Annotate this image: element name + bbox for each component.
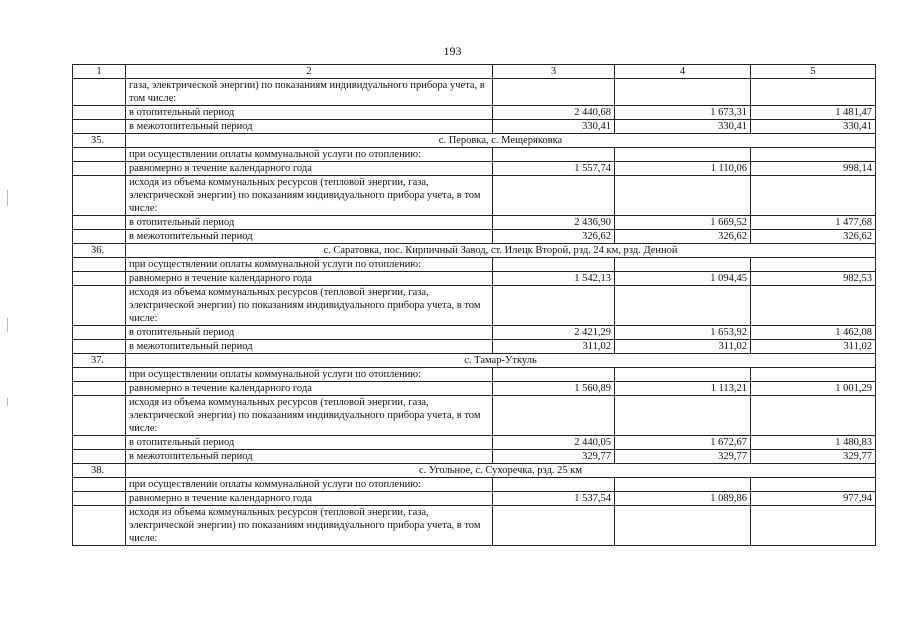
- table-row: [73, 106, 876, 120]
- table-row: [73, 176, 876, 216]
- table-row: [73, 382, 876, 396]
- table-row: [73, 216, 876, 230]
- row-number: [73, 106, 126, 120]
- value-col-5: [751, 396, 876, 436]
- locality-name: с. Тамар-Уткуль: [126, 354, 876, 368]
- row-number: [73, 382, 126, 396]
- value-col-3: [493, 368, 615, 382]
- table-row: [73, 79, 876, 106]
- value-col-4: [615, 176, 751, 216]
- value-col-4: 329,77: [615, 450, 751, 464]
- value-col-3: 1 560,89: [493, 382, 615, 396]
- value-col-4: [615, 396, 751, 436]
- header-col-3: 3: [493, 65, 615, 79]
- value-col-3: 2 436,90: [493, 216, 615, 230]
- value-col-5: [751, 506, 876, 546]
- value-col-4: 1 653,92: [615, 326, 751, 340]
- value-col-5: [751, 368, 876, 382]
- row-description: исходя из объема коммунальных ресурсов (тепловой энергии, газа, электрической энергии) по показаниям индивидуального прибора учета, в том числе:: [126, 286, 493, 326]
- locality-name: с. Саратовка, пос. Кирпичный Завод, ст. Илецк Второй, рзд. 24 км, рзд. Денной: [126, 244, 876, 258]
- row-description: равномерно в течение календарного года: [126, 272, 493, 286]
- margin-mark: [7, 398, 8, 406]
- row-description: в межотопительный период: [126, 450, 493, 464]
- value-col-5: 1 001,29: [751, 382, 876, 396]
- value-col-3: 2 440,68: [493, 106, 615, 120]
- header-row: [73, 65, 876, 79]
- table-row: [73, 492, 876, 506]
- value-col-4: 1 672,67: [615, 436, 751, 450]
- value-col-4: 1 113,21: [615, 382, 751, 396]
- value-col-5: 1 481,47: [751, 106, 876, 120]
- row-description: в межотопительный период: [126, 120, 493, 134]
- table-row: [73, 272, 876, 286]
- row-description: при осуществлении оплаты коммунальной услуги по отоплению:: [126, 368, 493, 382]
- locality-row: [73, 244, 876, 258]
- table-row: [73, 286, 876, 326]
- row-number: [73, 450, 126, 464]
- row-description: при осуществлении оплаты коммунальной услуги по отоплению:: [126, 258, 493, 272]
- locality-name: с. Угольное, с. Сухоречка, рзд. 25 км: [126, 464, 876, 478]
- row-number: [73, 230, 126, 244]
- value-col-4: [615, 148, 751, 162]
- value-col-3: 326,62: [493, 230, 615, 244]
- header-col-2: 2: [126, 65, 493, 79]
- value-col-4: [615, 286, 751, 326]
- value-col-3: [493, 258, 615, 272]
- row-number: [73, 120, 126, 134]
- row-number: 38.: [73, 464, 126, 478]
- value-col-4: [615, 258, 751, 272]
- row-description: в отопительный период: [126, 326, 493, 340]
- row-number: 37.: [73, 354, 126, 368]
- table-row: [73, 506, 876, 546]
- row-number: 35.: [73, 134, 126, 148]
- row-number: [73, 340, 126, 354]
- row-number: 36.: [73, 244, 126, 258]
- row-number: [73, 286, 126, 326]
- value-col-4: 1 089,86: [615, 492, 751, 506]
- value-col-5: [751, 79, 876, 106]
- value-col-5: [751, 176, 876, 216]
- header-col-4: 4: [615, 65, 751, 79]
- row-description: равномерно в течение календарного года: [126, 382, 493, 396]
- row-number: [73, 326, 126, 340]
- value-col-5: 1 462,08: [751, 326, 876, 340]
- value-col-4: 1 673,31: [615, 106, 751, 120]
- table-row: [73, 436, 876, 450]
- value-col-3: [493, 478, 615, 492]
- row-number: [73, 478, 126, 492]
- row-number: [73, 162, 126, 176]
- row-number: [73, 176, 126, 216]
- tariff-table-body: [73, 65, 876, 546]
- value-col-5: 977,94: [751, 492, 876, 506]
- value-col-5: [751, 148, 876, 162]
- row-description: исходя из объема коммунальных ресурсов (тепловой энергии, газа, электрической энергии) по показаниям индивидуального прибора учета, в том числе:: [126, 176, 493, 216]
- value-col-3: 1 537,54: [493, 492, 615, 506]
- row-description: в отопительный период: [126, 216, 493, 230]
- row-number: [73, 436, 126, 450]
- value-col-5: [751, 286, 876, 326]
- row-description: исходя из объема коммунальных ресурсов (тепловой энергии, газа, электрической энергии) по показаниям индивидуального прибора учета, в том числе:: [126, 506, 493, 546]
- row-number: [73, 492, 126, 506]
- table-row: [73, 396, 876, 436]
- table-row: [73, 340, 876, 354]
- value-col-4: [615, 79, 751, 106]
- value-col-3: 1 557,74: [493, 162, 615, 176]
- table-row: [73, 326, 876, 340]
- value-col-4: 1 094,45: [615, 272, 751, 286]
- value-col-4: [615, 506, 751, 546]
- locality-name: с. Перовка, с. Мещеряковка: [126, 134, 876, 148]
- row-number: [73, 506, 126, 546]
- value-col-3: [493, 396, 615, 436]
- value-col-5: 982,53: [751, 272, 876, 286]
- row-description: в межотопительный период: [126, 340, 493, 354]
- value-col-3: 2 440,05: [493, 436, 615, 450]
- value-col-5: 326,62: [751, 230, 876, 244]
- value-col-3: 330,41: [493, 120, 615, 134]
- table-row: [73, 258, 876, 272]
- value-col-3: 329,77: [493, 450, 615, 464]
- value-col-4: 326,62: [615, 230, 751, 244]
- value-col-4: 1 110,06: [615, 162, 751, 176]
- row-number: [73, 368, 126, 382]
- row-description: при осуществлении оплаты коммунальной услуги по отоплению:: [126, 478, 493, 492]
- table-row: [73, 230, 876, 244]
- row-description: равномерно в течение календарного года: [126, 162, 493, 176]
- value-col-3: [493, 286, 615, 326]
- header-col-1: 1: [73, 65, 126, 79]
- value-col-5: [751, 258, 876, 272]
- row-number: [73, 258, 126, 272]
- value-col-3: [493, 506, 615, 546]
- value-col-4: [615, 368, 751, 382]
- locality-row: [73, 464, 876, 478]
- row-description: исходя из объема коммунальных ресурсов (тепловой энергии, газа, электрической энергии) по показаниям индивидуального прибора учета, в том числе:: [126, 396, 493, 436]
- table-row: [73, 162, 876, 176]
- value-col-5: 1 480,83: [751, 436, 876, 450]
- value-col-4: 330,41: [615, 120, 751, 134]
- value-col-5: 311,02: [751, 340, 876, 354]
- header-col-5: 5: [751, 65, 876, 79]
- row-number: [73, 79, 126, 106]
- table-row: [73, 368, 876, 382]
- margin-mark: [7, 190, 8, 206]
- table-row: [73, 450, 876, 464]
- value-col-3: 311,02: [493, 340, 615, 354]
- row-description: газа, электрической энергии) по показаниям индивидуального прибора учета, в том числе:: [126, 79, 493, 106]
- row-number: [73, 216, 126, 230]
- value-col-3: [493, 176, 615, 216]
- row-number: [73, 272, 126, 286]
- table-row: [73, 478, 876, 492]
- table-row: [73, 120, 876, 134]
- value-col-4: 311,02: [615, 340, 751, 354]
- value-col-5: 330,41: [751, 120, 876, 134]
- table-row: [73, 148, 876, 162]
- margin-mark: [7, 318, 8, 332]
- value-col-5: 998,14: [751, 162, 876, 176]
- row-description: в межотопительный период: [126, 230, 493, 244]
- value-col-3: 2 421,29: [493, 326, 615, 340]
- row-description: равномерно в течение календарного года: [126, 492, 493, 506]
- row-description: при осуществлении оплаты коммунальной услуги по отоплению:: [126, 148, 493, 162]
- value-col-5: 1 477,68: [751, 216, 876, 230]
- value-col-3: 1 542,13: [493, 272, 615, 286]
- value-col-3: [493, 79, 615, 106]
- page-number: 193: [443, 44, 462, 58]
- value-col-5: [751, 478, 876, 492]
- tariff-table: [72, 64, 876, 546]
- row-description: в отопительный период: [126, 436, 493, 450]
- row-description: в отопительный период: [126, 106, 493, 120]
- row-number: [73, 396, 126, 436]
- row-number: [73, 148, 126, 162]
- locality-row: [73, 354, 876, 368]
- value-col-3: [493, 148, 615, 162]
- locality-row: [73, 134, 876, 148]
- value-col-4: [615, 478, 751, 492]
- value-col-5: 329,77: [751, 450, 876, 464]
- value-col-4: 1 669,52: [615, 216, 751, 230]
